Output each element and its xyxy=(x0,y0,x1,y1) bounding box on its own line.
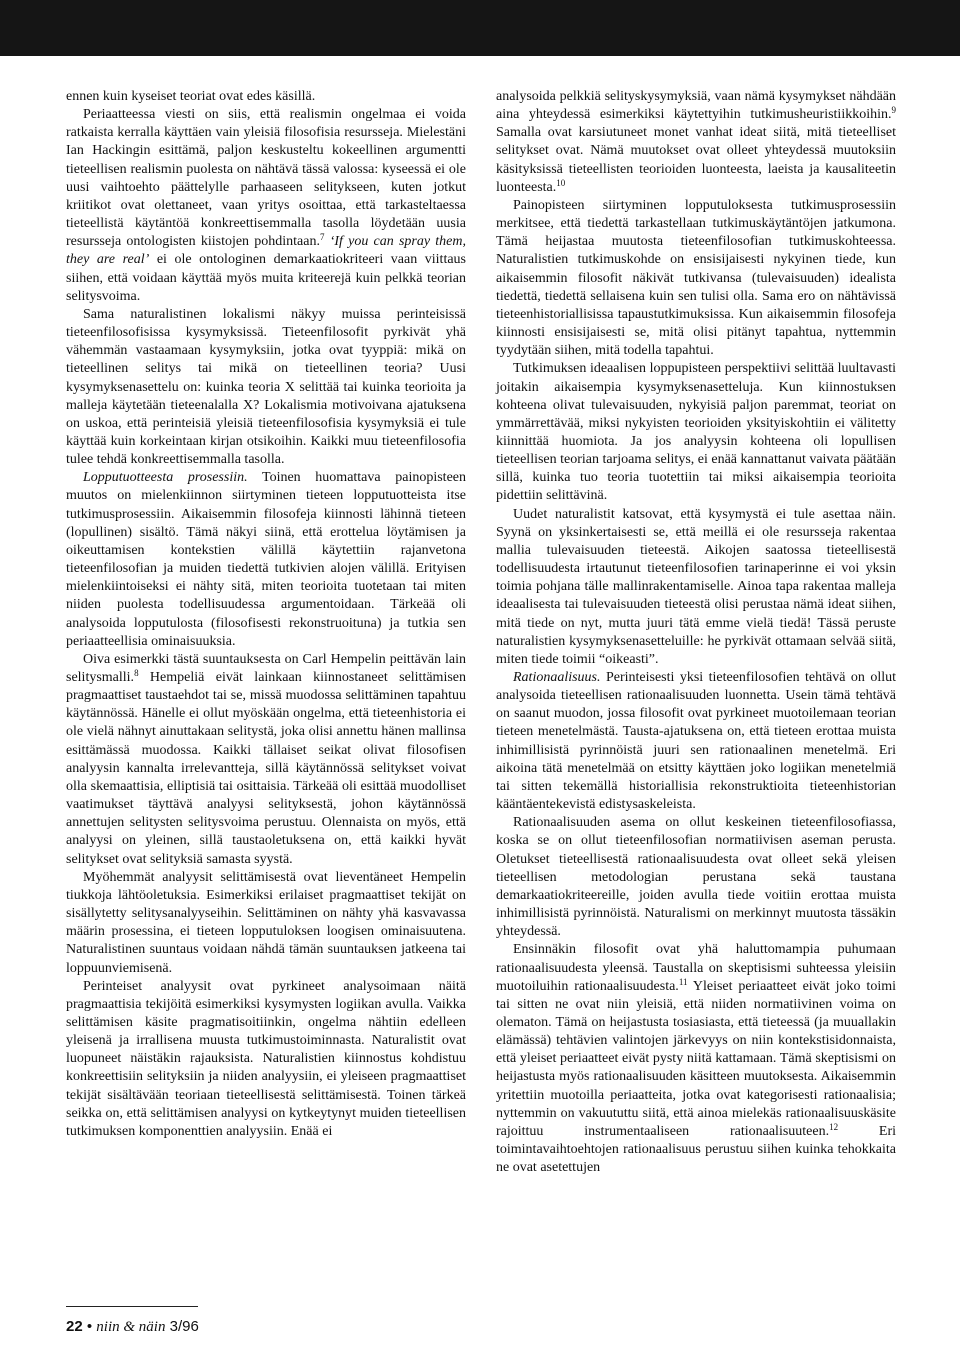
footer-bullet: • xyxy=(86,1318,93,1335)
left-column xyxy=(66,88,466,1141)
paragraph: Oiva esimerkki tästä suuntauksesta on Carl Hempelin peittävän lain selitysmalli.$^8$ Hempeliä eivät lainkaan kiinnostaneet selittämisen pragmaattiset taustaehdot tai se, missä muodossa selittäminen tapahtuu käytännössä. Hänelle ei ollut myöskään ongelma, että tieteenhistoria ei ole vielä nähnyt ainuttakaan selitystä, joka olisi annettu hänen mallinsa esittämässä muodossa. Kaikki tällaiset seikat olivat filosofisen analyysin kannalta irrelevantteja, sillä käytännössä selitykset voivat olla skemaattisia, elliptisiä tai osittaisia. Tärkeää oli esittää muodolliset vaatimukset täyttävä analyysi selityksestä, johon käytännössä annettujen selitysten selitysvoima perustuu. Olennaista on myös, että analyysi on yleinen, sillä taustaoletuksena on, että kaikki hyvät selitykset ovat selityksiä samasta syystä. xyxy=(66,651,466,867)
paragraph: Myöhemmät analyysit selittämisestä ovat lieventäneet Hempelin tiukkoja lähtöoletuksia. Esimerkiksi erilaiset pragmaattiset tekijät on sisällytetty selitysanalyyseihin. Selittäminen on nähty yhä kasvavassa määrin prosessina, ei tieteen lopputuloksen loogisen ominaisuutena. Naturalistinen suuntaus voidaan nähdä tämän suuntauksen jatkeena tai loppuunviemisenä. xyxy=(66,869,466,976)
paragraph: analysoida pelkkiä selityskysymyksiä, vaan nämä kysymykset nähdään aina yhteydessä esimerkiksi käytettyihin tutkimusheuristiikkoihin.$^9$ Samalla ovat karsiutuneet monet vanhat ideat siitä, mitä tieteelliset selitykset ovat. Nämä muutokset ovat olleet yhteydessä muutoksiin käsityksissä tieteellisten teorioiden luonteesta, laeista ja kausaliteetin luonteesta.$^{10}$ xyxy=(496,89,896,195)
paragraph: Rationaalisuus. Perinteisesti yksi tieteenfilosofien tehtävä on ollut analysoida tieteellisen rationaalisuuden luonnetta. Usein tämä tehtävä on saanut muodon, jossa filosofit ovat pyrkineet muotoilemaan teorian tieteen menetelmästä. Tausta-ajatuksena on, että tieteen erottaa muista inhimillisistä pyrinnöistä juuri sen rationaalinen menetelmä. Eri aikoina tätä menetelmää on etsitty käyttäen joko logiikan menetelmiä tai sitten tekemällä historiallisia rekonstruktioita tieteenhistorian kääntäentekevistä edistysaskeleista. xyxy=(496,670,896,813)
paragraph: Rationaalisuuden asema on ollut keskeinen tieteenfilosofiassa, koska se on ollut tieteenfilosofian normatiivisen aseman perusta. Oletukset tieteellisestä rationaalisuudesta ovat olleet sekä yleisen tieteellisen metodologian perustana sekä taustana demarkaatiokriteereille, joiden avulla tiede voitiin erottaa muista inhimillisistä pyrinnöistä. Naturalismi on merkinnyt muutosta tässäkin yhteydessä. xyxy=(496,815,896,940)
header-bar xyxy=(0,0,960,56)
quoted-title: ‘If you can spray them, they are real’ xyxy=(66,234,467,268)
footnote-ref: 7 xyxy=(319,232,325,243)
footnote-ref: 11 xyxy=(678,976,688,987)
issue-number: 3/96 xyxy=(169,1318,199,1335)
paragraph: Painopisteen siirtyminen lopputuloksesta tutkimusprosessiin merkitsee, että tiedettä tarkastellaan tutkimuskäytäntöjen jatkumona. Tämä heijastaa muutosta tieteenfilosofian tutkimuskohteessa. Naturalistien tutkimuskohde on ensisijaisesti nykyinen tiede, kun aikaisemmin filosofit näkivät tutkivansa (tulevaisuuden) idealista tiedettä, tiedettä sellaisena kuin sen tulisi olla. Sama ero on nähtävissä tieteenhistoriallisissa tapaustutkimuksissa. Kun aikaisemmin filosofeja kiinnosti ensisijaisesti se, mitä olisi pitänyt tapahtua, nyttemmin tyydytään siihen, mitä todella tapahtui. xyxy=(496,197,896,359)
footnote-ref: 12 xyxy=(829,1121,839,1132)
paragraph: ennen kuin kyseiset teoriat ovat edes käsillä. xyxy=(66,89,316,104)
magazine-name: niin & näin xyxy=(96,1319,166,1335)
right-column xyxy=(496,88,896,1177)
section-lead: Rationaalisuus. xyxy=(513,670,601,685)
section-lead: Lopputuotteesta prosessiin. xyxy=(83,470,248,486)
footnote-ref: 8 xyxy=(134,668,139,678)
footnote-ref: 9 xyxy=(891,105,896,116)
footer-rule xyxy=(66,1306,198,1307)
paragraph: Uudet naturalistit katsovat, että kysymystä ei tule asettaa näin. Syynä on yksinkertaisesti se, että meillä ei ole resursseja rakentaa mallia tulevaisuuden tieteestä. Aikojen saatossa tieteellisestä todellisuudesta irtautunut tieteenfilosofien tarinaperinne ei voi yksin toimia pohjana tälle mallinrakentamiselle. Ainoa tapa rakentaa malleja ideaalisesta tai tulevaisuuden tieteestä olisi perustaa nämä ideat siihen, mitä tiede on nyt, mutta juuri tätä emme vielä tiedä! Tässä peruste naturalistien kysymyksenasetteluille: he pyrkivät ottamaan selvää siitä, miten tiede toimii “oikeasti”. xyxy=(496,506,896,667)
footnote-ref: 10 xyxy=(556,177,566,188)
page-footer xyxy=(66,1318,199,1336)
page-number: 22 xyxy=(66,1318,83,1335)
paragraph: Periaatteessa viesti on siis, että realismin ongelmaa ei voida ratkaista kerralla käyttäen vain yleisiä filosofisia resursseja. Mielestäni Ian Hackingin esittämä, paljon keskusteltu kokeellinen argumentti tieteellisen realismin puolesta on nähtävä tässä valossa: kyseessä ei ole uusi vaihtoehto päättelylle parhaaseen selitykseen, kuten jotkut kriitikot ovat olettaneet, vaan yritys osoittaa, että tarkasteltaessa tieteellistä käytäntöä konkreettisemmalla tasolla löydetään uusia resursseja ontologisten kiistojen pohdintaan.$^7$ ‘If you can spray them, they are real’ ei ole ontologinen demarkaatiokriteeri vaan viittaus siihen, että voidaan käyttää myös muita kriteerejä kuin pelkkä teorian selitysvoima. xyxy=(66,107,467,304)
paragraph: Ensinnäkin filosofit ovat yhä haluttomampia puhumaan rationaalisuudesta yleensä. Taustalla on skeptisismi suhteessa yleisiin muotoiluihin rationaalisuudesta.$^{11}$ Yleiset periaatteet eivät joko toimi tai sitten ne ovat niin yleisiä, että niiden normatiivinen voima on olematon. Tämä on heijastusta tosiasiasta, että tieteessä (ja muuallakin elämässä) tehtävien valintojen järkevyys on niin kontekstisidonnaista, että yleiset periaatteet eivät pysty niitä kattamaan. Tämä skeptisismi on heijastusta myös rationaalisuuden käsitteen muutoksesta. Aikaisemmin yritettiin muotoilla periaatteita, jotka ovat kategorisesti rationaalisia; nyttemmin on vakuututtu siitä, että ainoa mielekäs rationaalisuuskäsite rajoittuu instrumentaaliseen rationaalisuuteen.$^{12}$ Eri toimintavaihtoehtojen rationaalisuus perustuu siihen kuinka tehokkaita ne ovat asetettujen xyxy=(496,942,896,1176)
paragraph: Tutkimuksen ideaalisen loppupisteen perspektiivi selittää luultavasti joitakin aikaisempia kysymyksenasetteluja. Kun kiinnostuksen kohteena olivat tulevaisuuden, nykyisiä paljon paremmat, teoriat on ymmärrettävää, miksi nykyisten teorioiden yksityiskohtiin ei välitetty kiinnittää huomiota. Ja jos analyysin kohteena oli lopullisen tieteellisen teorian tarjoama selitys, ei enää kannattanut vaivata päätään sillä, kuinka tuo teoria tuotettiin tai miksi aikaisempia teorioita pidettiin selittävinä. xyxy=(496,361,896,504)
paragraph: Sama naturalistinen lokalismi näkyy muissa perinteisissä tieteenfilosofisissa kysymyksissä. Tieteenfilosofit pyrkivät yhä vähemmän vastaamaan kysymyksiin, jotka ovat tyyppiä: mikä on tieteellinen selitys tai mikä on tieteellinen teoria? Uusi kysymyksenasettelu on: kuinka teoria X selittää tai kuinka teorioita ja malleja käytetään tieteenalalla X? Lokalismia motivoivana ajatuksena on uskoa, että perinteisiä yleisiä tieteenfilosofisia kysymyksiä ei tule käyttää kuin korkeintaan kirjan otsikoihin. Kaikki muu tieteenfilosofia tulee tehdä konkreettisemmalla tasolla. xyxy=(66,306,466,468)
paragraph: Lopputuotteesta prosessiin. Toinen huomattava painopisteen muutos on mielenkiinnon siirtyminen tieteen lopputuotteista itse tutkimusprosessiin. Aikaisemmin filosofeja kiinnosti lähinnä tieteen (lopullinen) sisältö. Tämä näkyi siinä, että erottelua löytämisen ja oikeuttamisen kontekstien välillä käytettiin rajanvetona tieteenfilosofian ja muiden tiedettä tutkivien alojen välillä. Erityisen mielenkiintoiseksi ei nähty sitä, miten teorioita tuotetaan tai miten niiden puolesta todellisuudessa argumentoidaan. Tärkeää oli analysoida lopputulosta (filosofisesti rekonstruoituna) ja tutkia sen periaatteellisia ominaisuuksia. xyxy=(66,470,466,649)
paragraph: Perinteiset analyysit ovat pyrkineet analysoimaan näitä pragmaattisia tekijöitä esimerkiksi kysymysten logiikan avulla. Vaikka selittämisen käsite pragmatisoitiinkin, ongelma nähtiin edelleen yleisenä ja irrallisena muusta tutkimustoiminnasta. Naturalistit ovat luopuneet näistäkin rajauksista. Naturalistien kiinnostus kohdistuu konkreettisiin selityksiin ja niiden analyysiin, ei yleiseen pragmaattiset tekijät sisältävään teoriaan tieteellisestä selittämisestä. Toinen tärkeä seikka on, että selittämisen analyysi on kytkeytynyt muiden tieteellisen tutkimuksen komponenttien analyysiin. Enää ei xyxy=(66,978,466,1139)
